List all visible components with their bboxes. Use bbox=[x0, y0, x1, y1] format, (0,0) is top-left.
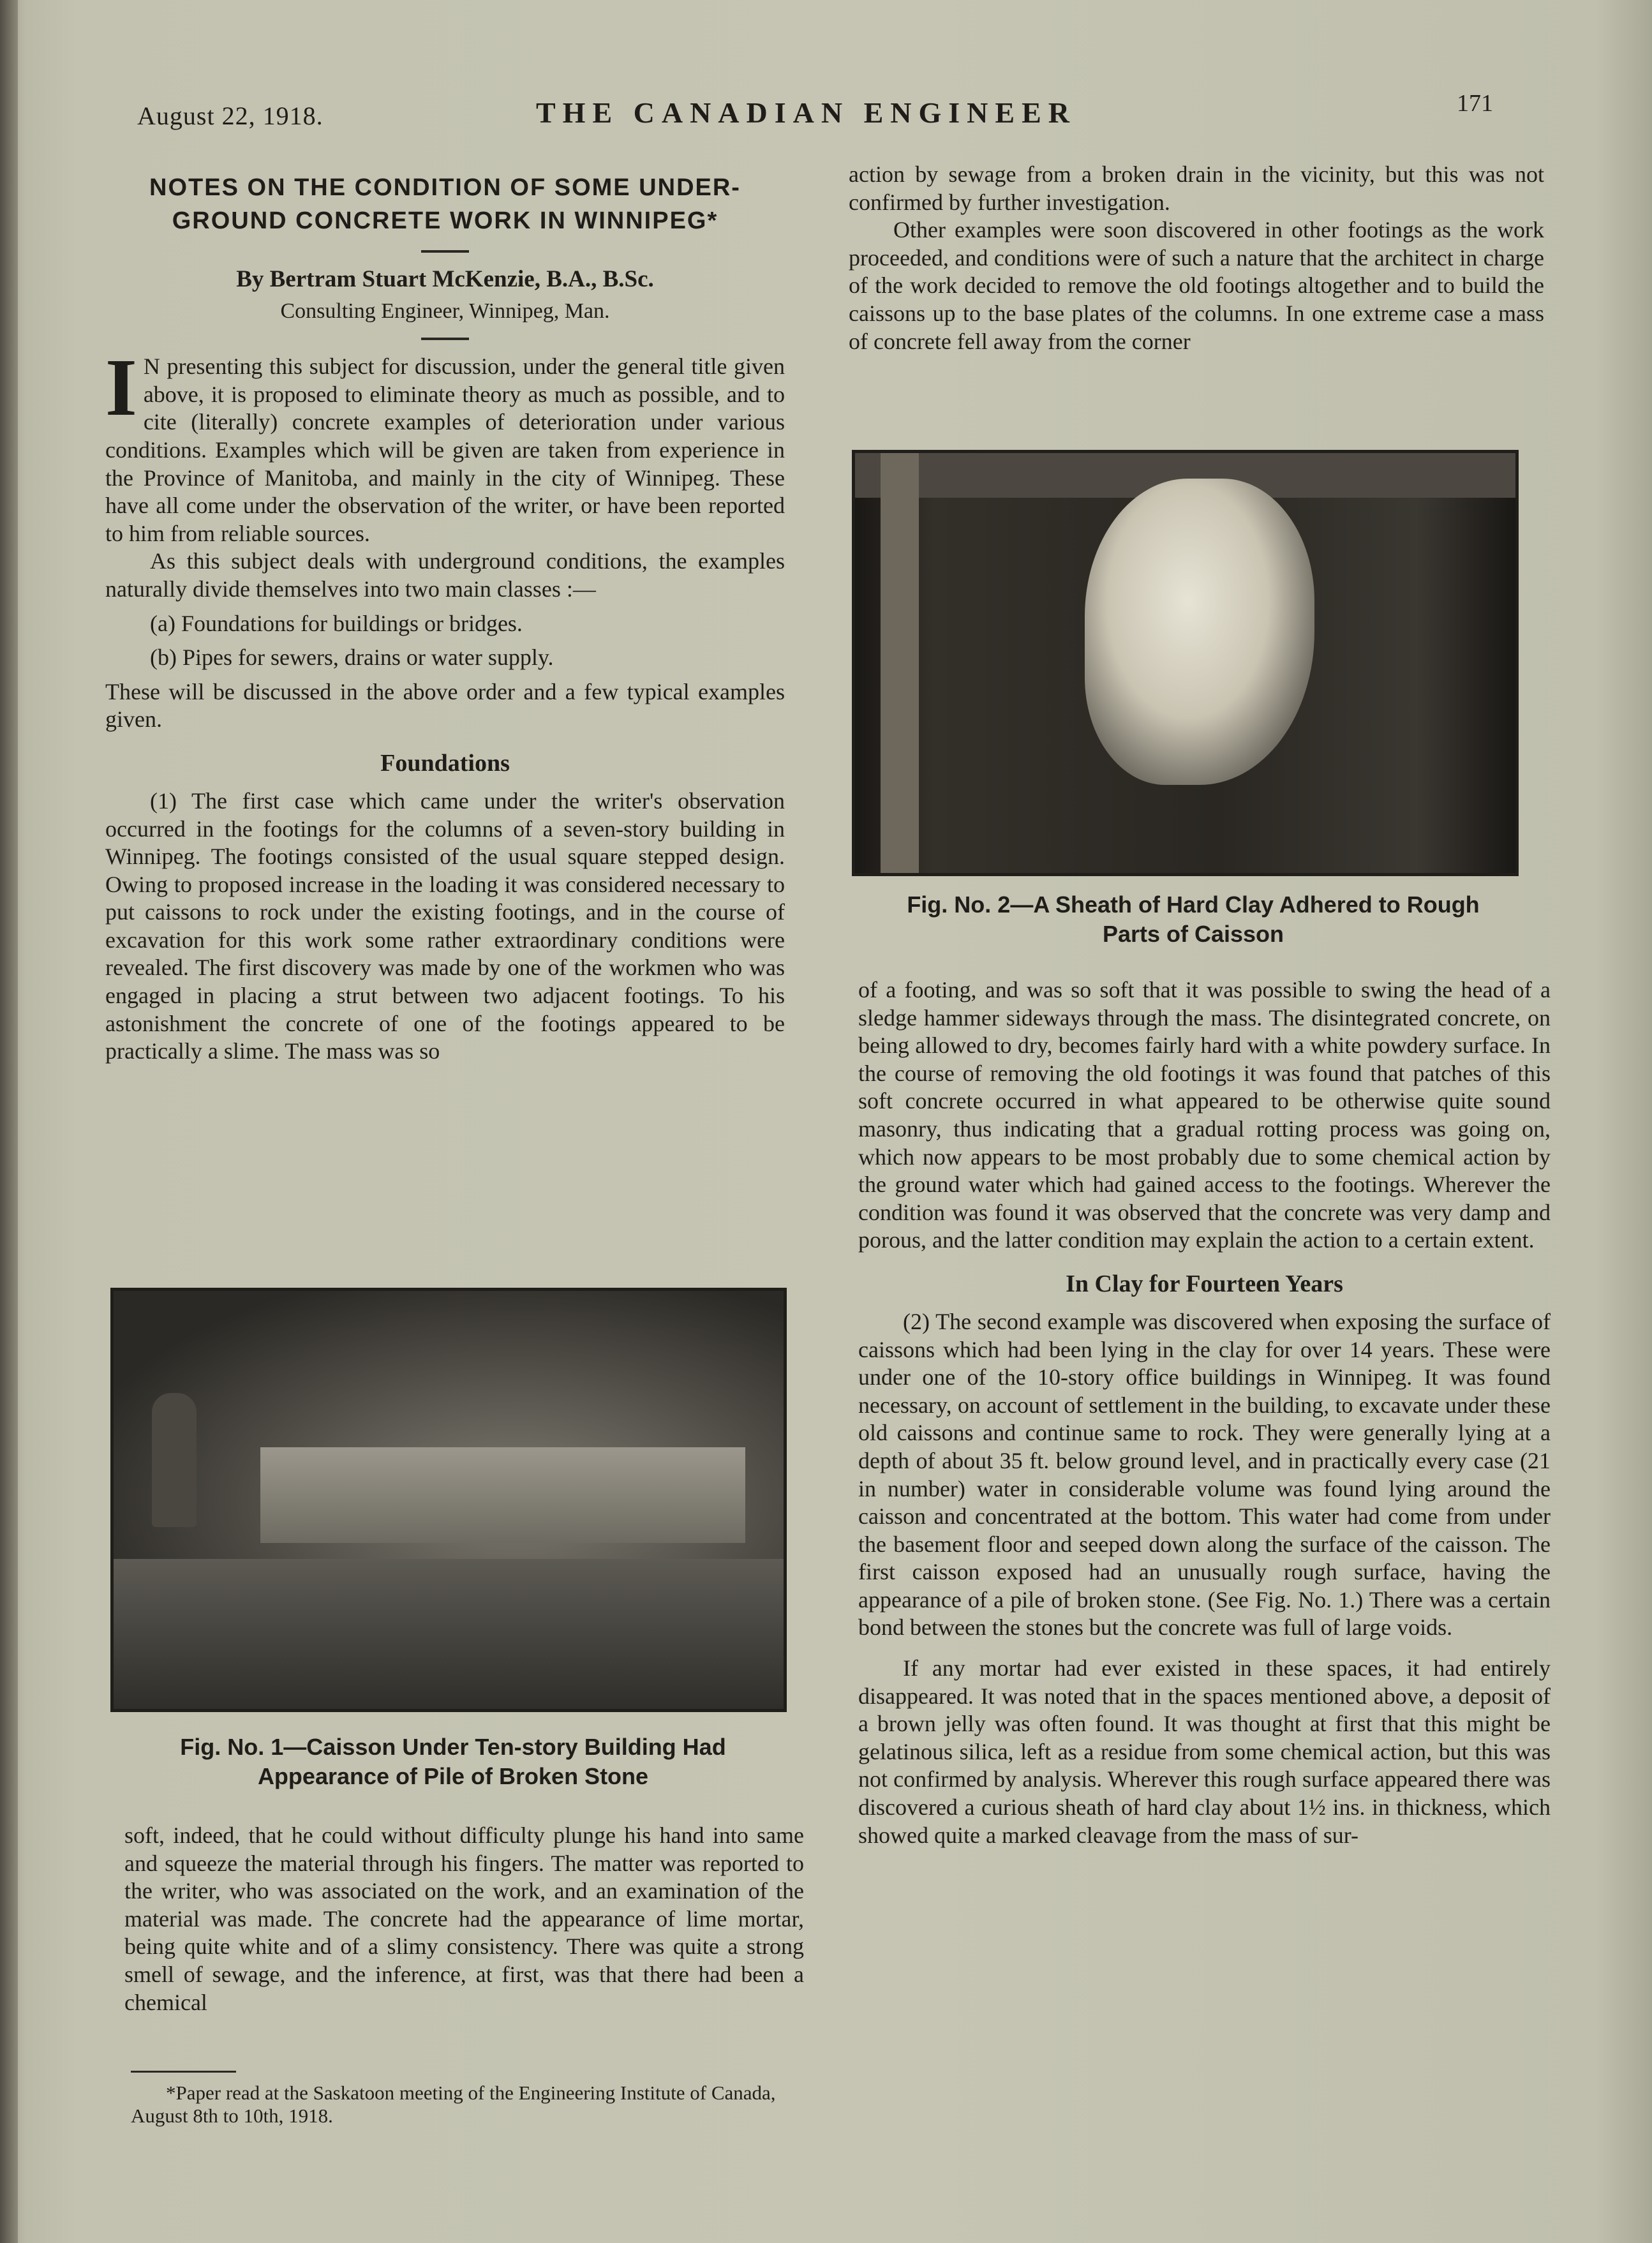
figure-1-photo bbox=[110, 1288, 787, 1712]
drop-cap: I bbox=[105, 342, 137, 433]
figure-2-caption-line1: Fig. No. 2—A Sheath of Hard Clay Adhered to Rough bbox=[907, 891, 1480, 918]
figure-2-caption bbox=[852, 890, 1535, 949]
author-affiliation: Consulting Engineer, Winnipeg, Man. bbox=[280, 299, 610, 323]
paragraph-mortar: If any mortar had ever existed in these spaces, it had entirely disappeared. It was noted that in the spaces mentioned above, a deposit of a brown jelly was often found. It was thought at first that this might be gelatinous silica, left as a residue from some chemical action, but this was not confirmed by analysis. Wherever this rough surface appeared there was discovered a curious sheath of hard clay about 1½ ins. in thickness, which showed quite a marked cleavage from the mass of sur- bbox=[858, 1655, 1551, 1848]
right-column-top bbox=[849, 161, 1544, 355]
figure-2-caption-line2: Parts of Caisson bbox=[1102, 921, 1284, 947]
intro-text: N presenting this subject for discussion, under the general title given above, it is proposed to eliminate theory as much as possible, and to cite (literally) concrete examples of deterioration under various conditions. Examples which will be given are taken from experience in the Province of Manitoba, and mainly in the city of Winnipeg. These have all come under the observation of the writer, or have been reported to him from reliable sources. bbox=[105, 354, 785, 546]
figure-1-caption-line2: Appearance of Pile of Broken Stone bbox=[257, 1763, 649, 1789]
page-number: 171 bbox=[1457, 90, 1493, 117]
photo-clay-sheath-shape bbox=[1085, 479, 1314, 785]
photo-post-shape bbox=[881, 453, 919, 873]
paragraph-order: These will be discussed in the above order and a few typical examples given. bbox=[105, 678, 785, 733]
title-rule bbox=[421, 250, 469, 253]
right-column-bottom bbox=[858, 976, 1551, 1849]
header-date: August 22, 1918. bbox=[137, 101, 324, 130]
footnote-rule bbox=[131, 2071, 236, 2073]
section-heading-foundations: Foundations bbox=[380, 749, 510, 777]
paragraph-other-examples: Other examples were soon discovered in other footings as the work proceeded, and conditions were of such a nature that the architect in charge of the work decided to remove the old footings altogether and to build the caissons up to the base plates of the columns. In one extreme case a mass of concrete fell away from the corner bbox=[849, 217, 1544, 354]
paragraph-soft-concrete: soft, indeed, that he could without difficulty plunge his hand into same and squeeze the material through his fingers. The matter was reported to the writer, who was associated on the work, and an examination of the material was made. The concrete had the appearance of lime mortar, being quite white and of a slimy consistency. There was quite a strong smell of sewage, and the inference, at first, was that there had been a chemical bbox=[124, 1822, 804, 2015]
left-column-bottom bbox=[124, 1822, 804, 2016]
intro-paragraph bbox=[105, 342, 785, 548]
page-binding-edge bbox=[0, 0, 18, 2243]
list-item-pipes: (b) Pipes for sewers, drains or water supply. bbox=[150, 645, 554, 671]
paragraph-first-case: (1) The first case which came under the writer's observation occurred in the footings for the columns of a seven-story building in Winnipeg. The footings consisted of the usual square stepped design. Owing to proposed increase in the loading it was considered necessary to put caissons to rock under the existing footings, and in the course of excavation for this work some rather extraordinary conditions were revealed. The first discovery was made by one of the workmen who was engaged in placing a strut between two adjacent footings. To his astonishment the concrete of one of the footings appeared to be practically a slime. The mass was so bbox=[105, 787, 785, 1064]
photo-slab-shape bbox=[260, 1447, 745, 1543]
section-heading-clay: In Clay for Fourteen Years bbox=[1066, 1270, 1343, 1297]
paragraph-classes: As this subject deals with underground conditions, the examples naturally divide themselves into two main classes :— bbox=[105, 548, 785, 602]
byline-rule bbox=[421, 338, 469, 340]
photo-bottle-shape bbox=[152, 1393, 197, 1527]
paragraph-second-example: (2) The second example was discovered when exposing the surface of caissons which had been lying in the clay for over 14 years. These were under one of the 10-story office buildings in Winnipeg. It was found necessary, on account of settlement in the building, to excavate under these old caissons and continue same to rock. They were generally lying at a depth of about 35 ft. below ground level, and in practically every case (21 in number) water in considerable volume was found lying around the caisson and concentrated at the bottom. This water had come from under the basement floor and seeped down along the surface of the caisson. The first caisson exposed had an unusually rough surface, having the appearance of a pile of broken stone. (See Fig. No. 1.) There was a certain bond between the stones but the concrete was full of large voids. bbox=[858, 1308, 1551, 1641]
footnote: *Paper read at the Saskatoon meeting of the Engineering Institute of Canada, August 8th to 10th, 1918. bbox=[131, 2082, 776, 2127]
paragraph-disintegrated: of a footing, and was so soft that it was possible to swing the head of a sledge hammer sideways through the mass. The disintegrated concrete, on being allowed to dry, becomes fairly hard with a white powdery surface. In the course of removing the old footings it was found that patches of this soft concrete occurred in what appeared to be otherwise quite sound masonry, thus indicating that a gradual rotting process was going on, which now appears to be most probably due to some chemical action by the ground water which had gained access to the footings. Wherever the condition was found it was observed that the concrete was very damp and porous, and the latter condition may explain the action to a certain extent. bbox=[858, 977, 1551, 1253]
list-item-foundations: (a) Foundations for buildings or bridges. bbox=[150, 610, 523, 636]
figure-1-caption bbox=[128, 1733, 778, 1791]
photo-floor-shape bbox=[114, 1559, 784, 1712]
paragraph-sewage-action: action by sewage from a broken drain in the vicinity, but this was not confirmed by further investigation. bbox=[849, 161, 1544, 215]
figure-2-photo bbox=[852, 450, 1519, 876]
article-title-line1: NOTES ON THE CONDITION OF SOME UNDER- bbox=[149, 174, 741, 201]
left-column-top bbox=[105, 171, 785, 1066]
article-title-line2: GROUND CONCRETE WORK IN WINNIPEG* bbox=[172, 207, 718, 234]
journal-title: THE CANADIAN ENGINEER bbox=[536, 96, 1076, 129]
article-byline: By Bertram Stuart McKenzie, B.A., B.Sc. bbox=[236, 266, 654, 292]
figure-1-caption-line1: Fig. No. 1—Caisson Under Ten-story Building Had bbox=[180, 1734, 726, 1760]
